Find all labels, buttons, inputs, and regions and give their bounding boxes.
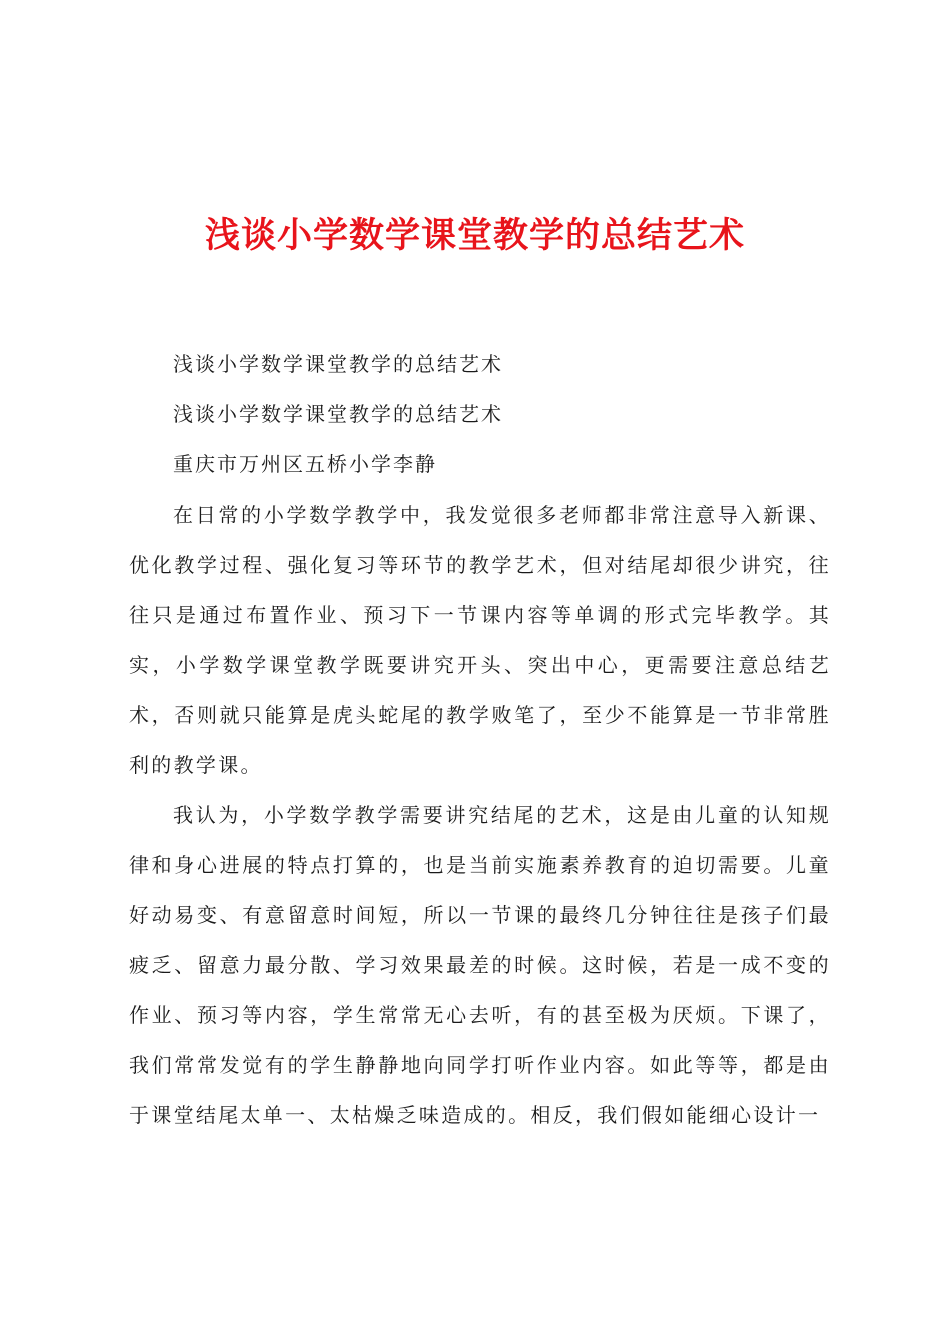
body-paragraph-2: 我认为，小学数学教学需要讲究结尾的艺术，这是由儿童的认知规律和身心进展的特点打算的，也是当前实施素养教育的迫切需要。儿童好动易变、有意留意时间短，所以一节课的最终几分钟往往是孩子们最疲乏、留意力最分散、学习效果最差的时候。这时候，若是一成不变的作业、预习等内容，学生常常无心去听，有的甚至极为厌烦。下课了，我们常常发觉有的学生静静地向同学打听作业内容。如此等等，都是由于课堂结尾太单一、太枯燥乏味造成的。相反，我们假如能细心设计一 [129, 803, 831, 1127]
author-line: 重庆市万州区五桥小学李静 [173, 452, 437, 476]
subtitle-line-1: 浅谈小学数学课堂教学的总结艺术 [173, 352, 503, 376]
body-paragraph-1: 在日常的小学数学教学中，我发觉很多老师都非常注意导入新课、优化教学过程、强化复习等环节的教学艺术，但对结尾却很少讲究，往往只是通过布置作业、预习下一节课内容等单调的形式完毕教学。其实，小学数学课堂教学既要讲究开头、突出中心，更需要注意总结艺术，否则就只能算是虎头蛇尾的教学败笔了，至少不能算是一节非常胜利的教学课。 [129, 503, 831, 777]
subtitle-line-2: 浅谈小学数学课堂教学的总结艺术 [173, 402, 503, 426]
document-title: 浅谈小学数学课堂教学的总结艺术 [204, 215, 745, 256]
